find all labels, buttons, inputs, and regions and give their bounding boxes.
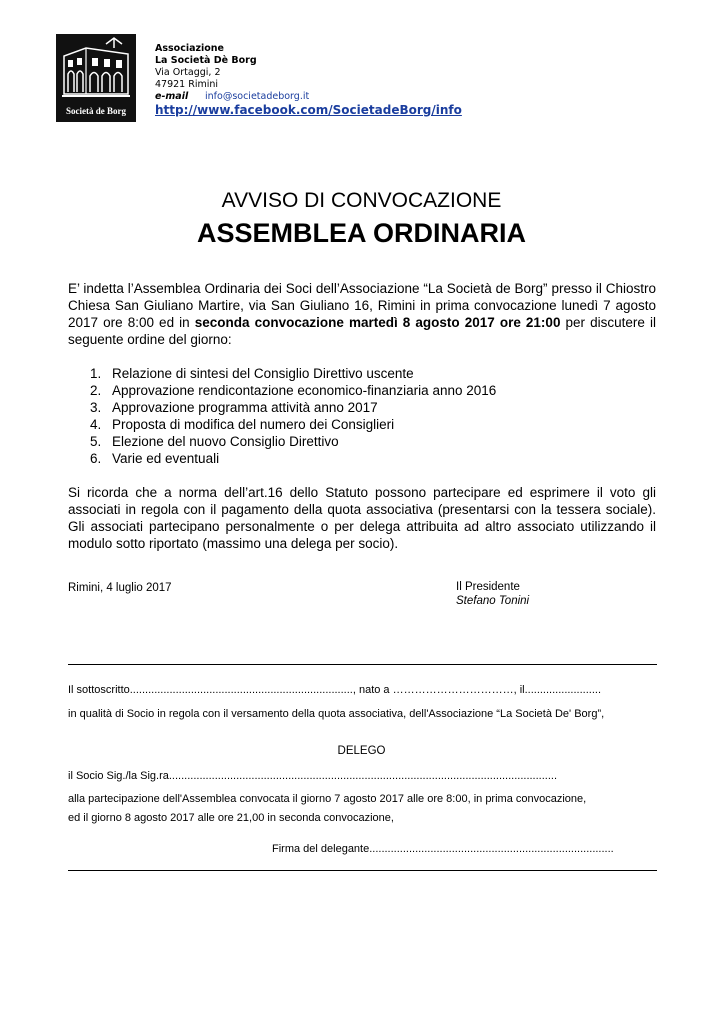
email-row [155, 91, 462, 103]
notice-title: AVVISO DI CONVOCAZIONE [221, 189, 502, 212]
intro-second-call: seconda convocazione martedì 8 agosto 2017 ore 21:00 [194, 315, 561, 330]
list-item [90, 399, 496, 416]
agenda-text: Approvazione rendicontazione economico-finanziaria anno 2016 [112, 383, 497, 398]
president-name: Stefano Tonini [456, 595, 530, 607]
president-role: Il Presidente [456, 581, 520, 593]
form-undersigned-line[interactable]: Il sottoscritto........................................................................., nato a ……………………………, il......................... [68, 684, 601, 696]
org-name-line2: La Società Dè Borg [155, 55, 257, 66]
city-address: 47921 Rimini [155, 79, 219, 90]
intro-text-2: per discutere il seguente ordine del giorno: [68, 315, 656, 347]
letterhead [155, 43, 462, 118]
facebook-link[interactable]: http://www.facebook.com/SocietadeBorg/info [155, 103, 462, 117]
association-logo [56, 34, 136, 122]
agenda-text: Proposta di modifica del numero dei Consiglieri [112, 417, 395, 432]
org-name-line1: Associazione [155, 43, 225, 54]
list-item [90, 382, 496, 399]
statute-note: Si ricorda che a norma dell’art.16 dello Statuto possono partecipare ed esprimere il voto gli associati in regola con il pagamento della quota associativa (presentarsi con la tessera sociale). Gli associati partecipano personalmente o per delega attribuita ad altro associato utilizzando il modulo sotto riportato (massimo una delega per socio). [68, 485, 656, 551]
assembly-title: ASSEMBLEA ORDINARIA [196, 218, 526, 248]
form-participation-line: alla partecipazione dell'Assemblea convocata il giorno 7 agosto 2017 alle ore 8:00, in prima convocazione, [68, 793, 587, 805]
form-top-divider [68, 664, 657, 665]
list-item [90, 416, 496, 433]
email-label: e-mail [155, 91, 189, 102]
agenda-text: Elezione del nuovo Consiglio Direttivo [112, 434, 339, 449]
intro-paragraph [68, 280, 656, 348]
delegator-signature-line[interactable]: Firma del delegante................................................................................ [272, 843, 614, 855]
agenda-number: 4. [90, 417, 102, 432]
list-item [90, 365, 496, 382]
delegate-heading: DELEGO [337, 745, 386, 757]
list-item [90, 433, 496, 450]
form-delegate-name-line[interactable]: il Socio Sig./la Sig.ra............................................................................................................................... [68, 770, 558, 782]
agenda-number: 5. [90, 434, 102, 449]
agenda-list [90, 365, 496, 467]
agenda-text: Approvazione programma attività anno 2017 [112, 400, 378, 415]
agenda-text: Relazione di sintesi del Consiglio Direttivo uscente [112, 366, 414, 381]
form-bottom-divider [68, 870, 657, 871]
street-address: Via Ortaggi, 2 [155, 67, 221, 78]
form-member-statement: in qualità di Socio in regola con il versamento della quota associativa, dell'Associazione “La Società De' Borg”, [68, 708, 605, 720]
logo-caption: Società de Borg [66, 106, 126, 116]
email-link[interactable]: info@societadeborg.it [205, 91, 310, 102]
form-second-call-line: ed il giorno 8 agosto 2017 alle ore 21,00 in seconda convocazione, [68, 812, 394, 824]
agenda-number: 2. [90, 383, 102, 398]
place-date: Rimini, 4 luglio 2017 [68, 582, 172, 594]
agenda-text: Varie ed eventuali [112, 451, 220, 466]
list-item [90, 450, 496, 467]
president-signature [456, 580, 529, 608]
intro-text-1: E’ indetta l’Assemblea Ordinaria dei Soci dell’Associazione “La Società de Borg” presso il Chiostro Chiesa San Giuliano Martire, via San Giuliano 16, Rimini in prima convocazione lunedì 7 agosto 2017 ore 8:00 ed in [68, 281, 656, 330]
agenda-number: 6. [90, 451, 102, 466]
agenda-number: 3. [90, 400, 102, 415]
agenda-number: 1. [90, 366, 102, 381]
